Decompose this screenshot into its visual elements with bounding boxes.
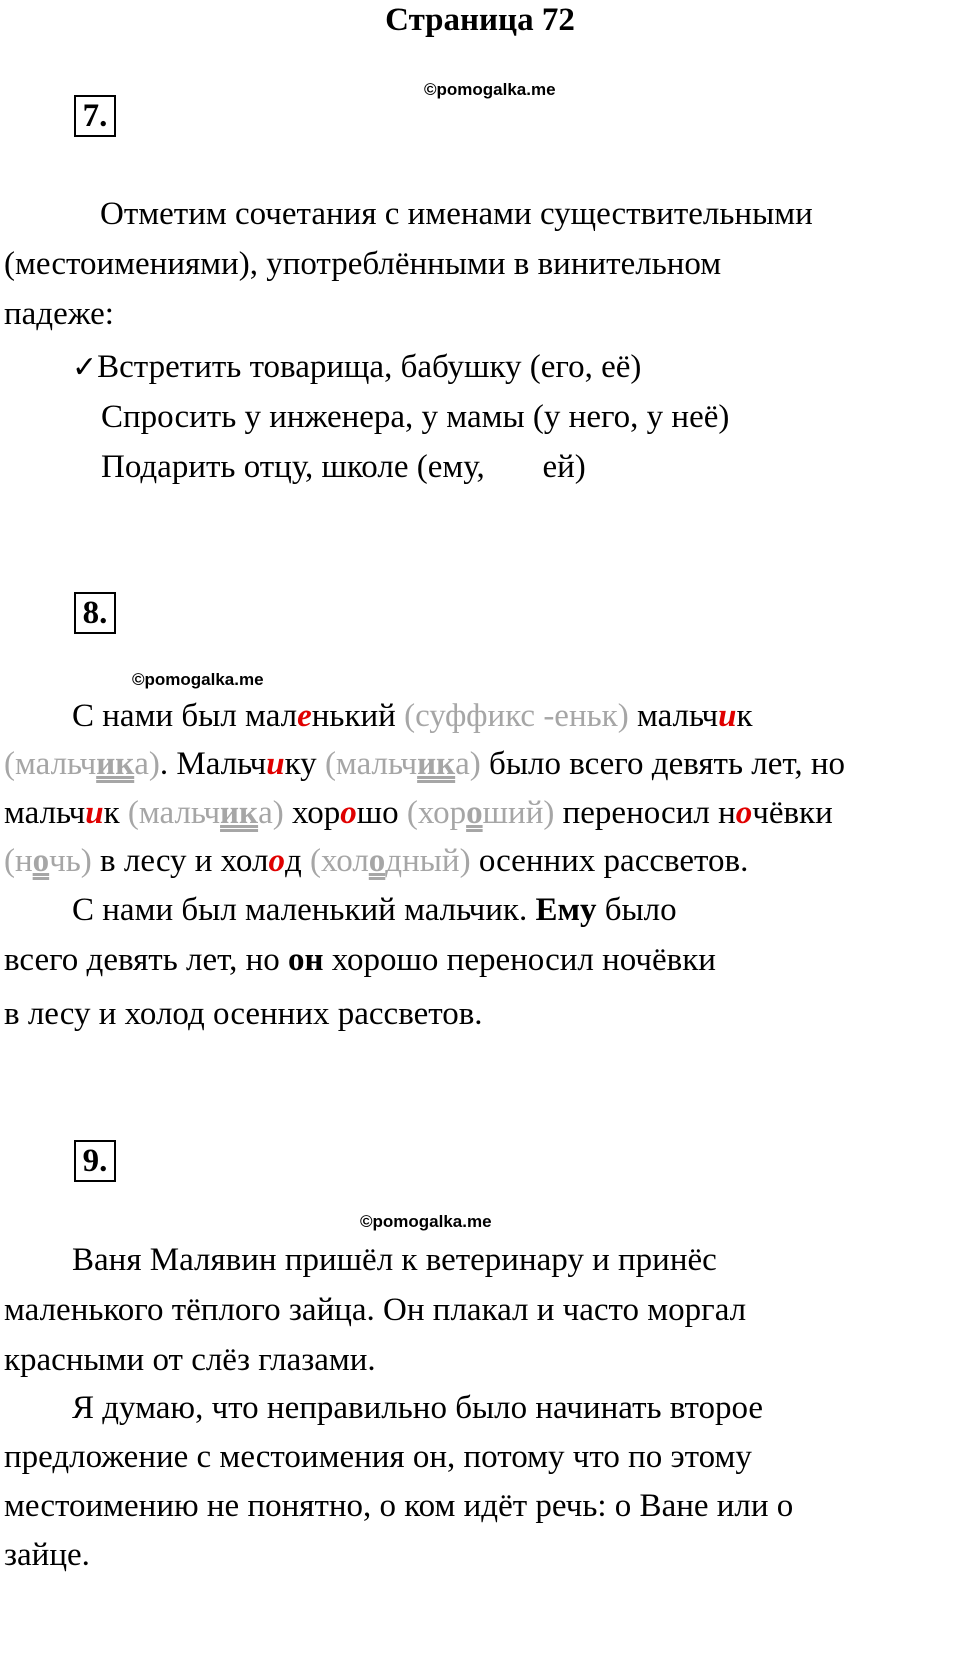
task-8-sentence: в лесу и холод осенних рассветов.: [4, 996, 483, 1032]
page-title: Страница 72: [385, 2, 575, 38]
task-7-number: 7.: [74, 95, 116, 137]
task-8-sentence: С нами был маленький мальчик. Ему было: [72, 892, 677, 928]
watermark: ©pomogalka.me: [132, 670, 264, 689]
task-9-number: 9.: [74, 1140, 116, 1182]
task-8-line: С нами был маленький (суффикс -еньк) мальчик: [72, 698, 753, 734]
task-8-line: мальчик (мальчика) хорошо (хороший) переносил ночёвки: [4, 795, 833, 831]
task-7-item: Спросить у инженера, у мамы (у него, у неё): [101, 399, 730, 435]
task-7-intro-line: Отметим сочетания с именами существительными: [100, 196, 813, 232]
check-icon: ✓: [72, 350, 98, 385]
watermark: ©pomogalka.me: [424, 80, 556, 99]
task-9-line: красными от слёз глазами.: [4, 1342, 376, 1378]
task-9-line: Я думаю, что неправильно было начинать второе: [72, 1390, 764, 1426]
task-9-line: зайце.: [4, 1537, 90, 1573]
task-8-sentence: всего девять лет, но он хорошо переносил ночёвки: [4, 942, 716, 978]
watermark: ©pomogalka.me: [360, 1212, 492, 1231]
task-9-line: предложение с местоимения он, потому что по этому: [4, 1439, 752, 1475]
task-8-line: (ночь) в лесу и холод (холодный) осенних рассветов.: [4, 843, 749, 879]
task-9-line: Ваня Малявин пришёл к ветеринару и принёс: [72, 1242, 717, 1278]
task-8-line: (мальчика). Мальчику (мальчика) было всего девять лет, но: [4, 746, 845, 782]
task-7-intro-line: падеже:: [4, 296, 114, 332]
task-7-intro-line: (местоимениями), употреблёнными в винительном: [4, 246, 722, 282]
task-8-number: 8.: [74, 592, 116, 634]
task-9-line: местоимению не понятно, о ком идёт речь: о Ване или о: [4, 1488, 794, 1524]
task-7-item-text: Встретить товарища, бабушку (его, её): [97, 349, 642, 385]
task-9-line: маленького тёплого зайца. Он плакал и часто моргал: [4, 1292, 747, 1328]
task-7-item: [72, 347, 641, 388]
task-7-item: Подарить отцу, школе (ему, ей): [101, 449, 586, 485]
